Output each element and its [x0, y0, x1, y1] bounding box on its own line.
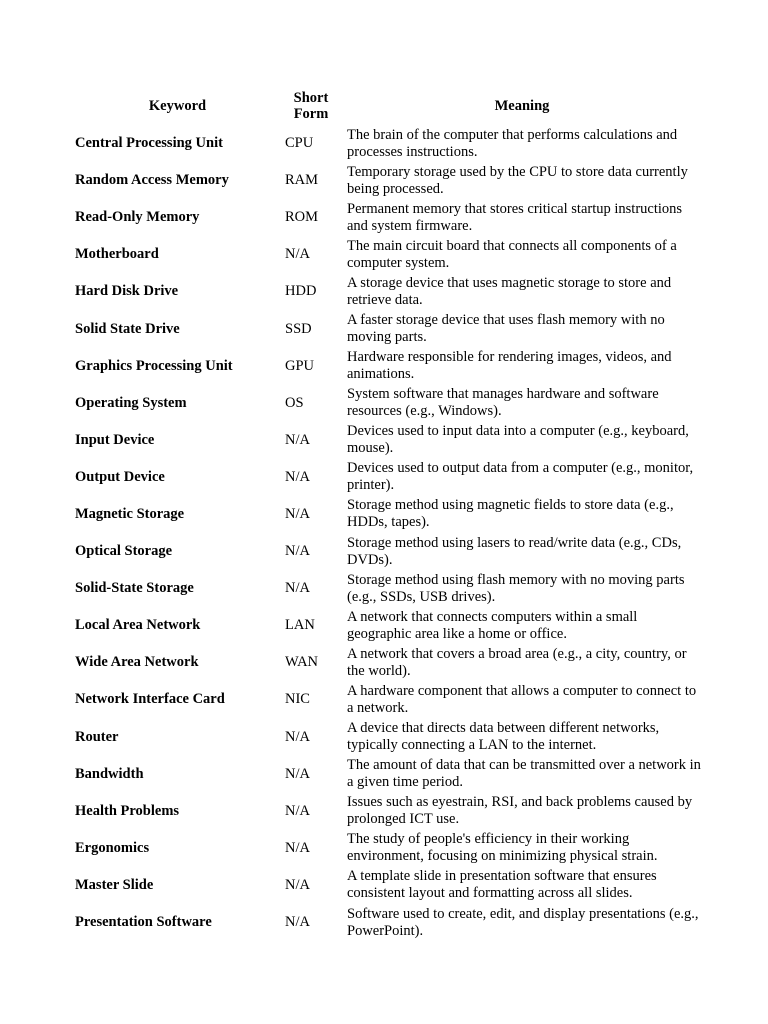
- keyword-cell: Input Device: [75, 431, 155, 448]
- meaning-cell: Storage method using flash memory with no moving parts (e.g., SSDs, USB drives).: [347, 571, 685, 605]
- short-form-cell: N/A: [285, 914, 310, 931]
- meaning-cell: The study of people's efficiency in their working environment, focusing on minimizing physical strain.: [347, 831, 658, 865]
- keyword-cell: Network Interface Card: [75, 691, 225, 708]
- glossary-table: [70, 86, 702, 941]
- meaning-cell: The brain of the computer that performs calculations and processes instructions.: [347, 126, 678, 160]
- keyword-cell: Router: [75, 728, 119, 745]
- keyword-cell: Wide Area Network: [75, 654, 199, 671]
- keyword-cell: Presentation Software: [75, 914, 212, 931]
- keyword-cell: Bandwidth: [75, 765, 144, 782]
- meaning-cell: A network that covers a broad area (e.g., a city, country, or the world).: [347, 645, 687, 679]
- short-form-cell: LAN: [285, 617, 315, 634]
- meaning-cell: Software used to create, edit, and display presentations (e.g., PowerPoint).: [347, 905, 699, 939]
- table-row: [70, 830, 702, 867]
- short-form-cell: NIC: [285, 691, 310, 708]
- header-meaning: Meaning: [494, 97, 550, 114]
- short-form-cell: N/A: [285, 431, 310, 448]
- header-short-form: Short Form: [293, 89, 329, 122]
- keyword-cell: Master Slide: [75, 876, 154, 893]
- short-form-cell: HDD: [285, 283, 317, 300]
- short-form-cell: RAM: [285, 172, 319, 189]
- meaning-cell: A device that directs data between different networks, typically connecting a LAN to the internet.: [347, 720, 660, 754]
- table-row: [70, 904, 702, 941]
- keyword-cell: Local Area Network: [75, 617, 201, 634]
- keyword-cell: Motherboard: [75, 246, 159, 263]
- short-form-cell: N/A: [285, 728, 310, 745]
- table-row: [70, 644, 702, 681]
- meaning-cell: A faster storage device that uses flash memory with no moving parts.: [347, 312, 665, 346]
- header-keyword: Keyword: [148, 97, 207, 114]
- meaning-cell: Hardware responsible for rendering images, videos, and animations.: [347, 349, 672, 383]
- short-form-cell: OS: [285, 394, 304, 411]
- table-row: [70, 199, 702, 236]
- meaning-cell: Storage method using magnetic fields to store data (e.g., HDDs, tapes).: [347, 497, 674, 531]
- table-row: [70, 125, 702, 162]
- keyword-cell: Hard Disk Drive: [75, 283, 179, 300]
- meaning-cell: A template slide in presentation software that ensures consistent layout and formatting across all slides.: [347, 868, 657, 902]
- header-row: [70, 86, 702, 125]
- table-row: [70, 496, 702, 533]
- short-form-cell: N/A: [285, 543, 310, 560]
- table-row: [70, 310, 702, 347]
- meaning-cell: The main circuit board that connects all components of a computer system.: [347, 237, 677, 271]
- glossary-body: [70, 125, 702, 941]
- short-form-cell: CPU: [285, 135, 314, 152]
- keyword-cell: Optical Storage: [75, 543, 173, 560]
- short-form-cell: N/A: [285, 876, 310, 893]
- keyword-cell: Central Processing Unit: [75, 135, 223, 152]
- short-form-cell: N/A: [285, 505, 310, 522]
- keyword-cell: Graphics Processing Unit: [75, 357, 233, 374]
- meaning-cell: A hardware component that allows a computer to connect to a network.: [347, 682, 697, 716]
- table-row: [70, 273, 702, 310]
- short-form-cell: N/A: [285, 839, 310, 856]
- table-row: [70, 422, 702, 459]
- short-form-cell: GPU: [285, 357, 315, 374]
- table-row: [70, 533, 702, 570]
- keyword-cell: Random Access Memory: [75, 172, 229, 189]
- keyword-cell: Solid State Drive: [75, 320, 180, 337]
- table-row: [70, 793, 702, 830]
- keyword-cell: Solid-State Storage: [75, 580, 194, 597]
- meaning-cell: Devices used to output data from a computer (e.g., monitor, printer).: [347, 460, 694, 494]
- table-row: [70, 681, 702, 718]
- short-form-cell: SSD: [285, 320, 312, 337]
- keyword-cell: Health Problems: [75, 802, 180, 819]
- table-row: [70, 756, 702, 793]
- table-row: [70, 236, 702, 273]
- table-row: [70, 607, 702, 644]
- short-form-cell: WAN: [285, 654, 319, 671]
- table-row: [70, 162, 702, 199]
- meaning-cell: The amount of data that can be transmitted over a network in a given time period.: [347, 757, 701, 791]
- table-row: [70, 385, 702, 422]
- short-form-cell: N/A: [285, 580, 310, 597]
- short-form-cell: ROM: [285, 209, 319, 226]
- short-form-cell: N/A: [285, 468, 310, 485]
- table-row: [70, 348, 702, 385]
- short-form-cell: N/A: [285, 802, 310, 819]
- meaning-cell: Devices used to input data into a computer (e.g., keyboard, mouse).: [347, 423, 689, 457]
- meaning-cell: A storage device that uses magnetic storage to store and retrieve data.: [347, 274, 672, 308]
- table-row: [70, 459, 702, 496]
- keyword-cell: Operating System: [75, 394, 187, 411]
- meaning-cell: Storage method using lasers to read/write data (e.g., CDs, DVDs).: [347, 534, 682, 568]
- keyword-cell: Read-Only Memory: [75, 209, 200, 226]
- table-row: [70, 867, 702, 904]
- meaning-cell: A network that connects computers within a small geographic area like a home or office.: [347, 608, 638, 642]
- keyword-cell: Magnetic Storage: [75, 505, 185, 522]
- short-form-cell: N/A: [285, 765, 310, 782]
- short-form-cell: N/A: [285, 246, 310, 263]
- meaning-cell: Permanent memory that stores critical startup instructions and system firmware.: [347, 200, 683, 234]
- table-row: [70, 570, 702, 607]
- keyword-cell: Output Device: [75, 468, 165, 485]
- meaning-cell: Temporary storage used by the CPU to store data currently being processed.: [347, 163, 688, 197]
- keyword-cell: Ergonomics: [75, 839, 150, 856]
- meaning-cell: System software that manages hardware and software resources (e.g., Windows).: [347, 386, 659, 420]
- meaning-cell: Issues such as eyestrain, RSI, and back problems caused by prolonged ICT use.: [347, 794, 693, 828]
- table-row: [70, 719, 702, 756]
